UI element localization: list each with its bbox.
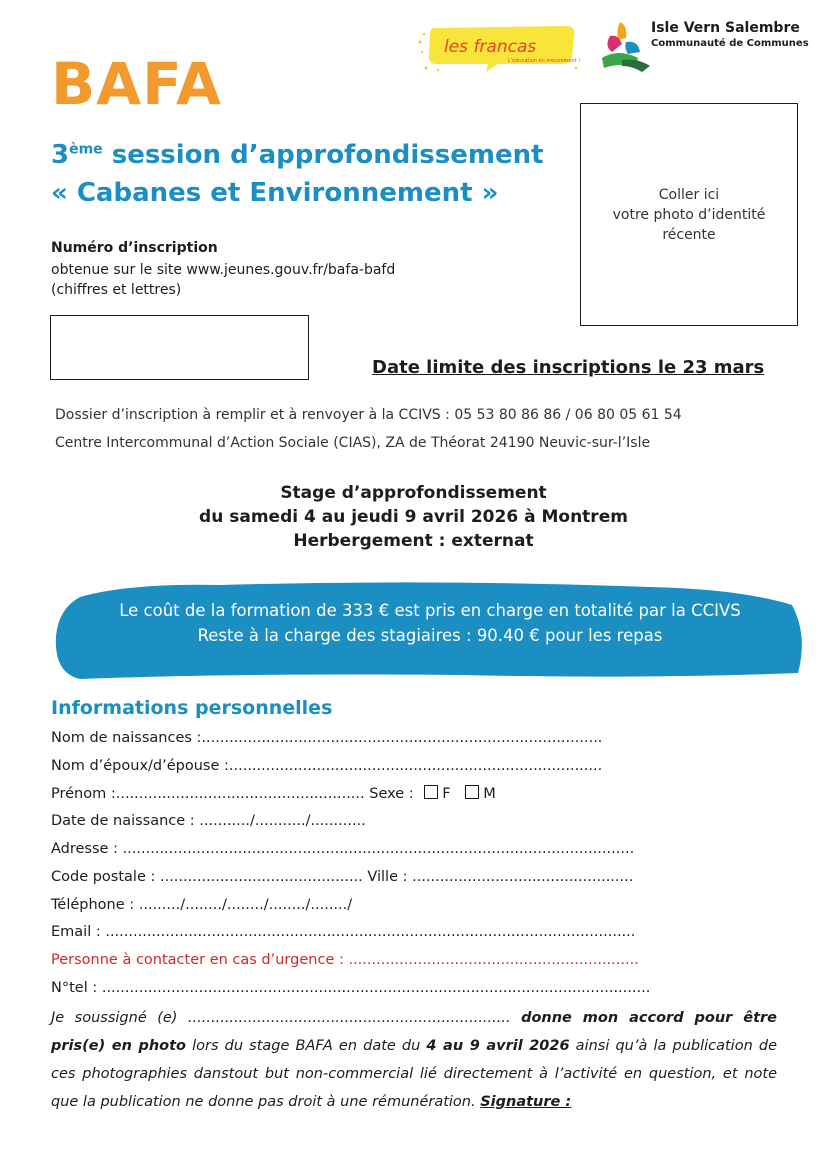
registration-label: Numéro d’inscription (51, 240, 218, 256)
svg-text:les francas: les francas (444, 37, 537, 57)
firstname-field[interactable]: Prénom :...................................................... Sexe : (51, 786, 414, 802)
personal-info-title: Informations personnelles (51, 697, 333, 719)
registration-info: obtenue sur le site www.jeunes.gouv.fr/bafa-bafd (chiffres et lettres) (51, 262, 396, 298)
registration-number-field[interactable] (50, 315, 309, 380)
ccivs-name: Isle Vern Salembre (651, 20, 800, 36)
contact-line-2: Centre Intercommunal d’Action Sociale (CIAS), ZA de Théorat 24190 Neuvic-sur-l’Isle (55, 435, 651, 451)
francas-logo (416, 22, 581, 74)
signature-label: Signature : (480, 1094, 572, 1110)
sex-f-checkbox[interactable] (424, 785, 438, 799)
deadline-notice: Date limite des inscriptions le 23 mars (372, 357, 765, 378)
photo-consent: Je soussigné (e) ...................................................................... donne mon accord pour être pris(e) en photo lors du stage BAFA en date du 4 au 9 avril 2026 ainsi qu’à la publication de ces photographies danstout but non-commercial lié directement à l’activité en question, et note que la publication ne donne pas droit à une rémunération. Signature : (51, 1010, 778, 1110)
phone-field[interactable]: Téléphone : ........./......../......../......../......../ (51, 897, 353, 913)
stage-info: Stage d’approfondissement du samedi 4 au jeudi 9 avril 2026 à Montrem Herbergement : externat (199, 483, 628, 551)
address-field[interactable]: Adresse : ............................................................................................................... (51, 841, 635, 857)
ccivs-subtitle: Communauté de Communes (651, 38, 809, 49)
svg-text:L'éducation en mouvement !: L'éducation en mouvement ! (508, 58, 581, 64)
spouse-name-field[interactable]: Nom d’époux/d’épouse :................................................................................. (51, 758, 603, 774)
birthdate-field[interactable]: Date de naissance : .........../.........../............ (51, 813, 366, 829)
emergency-contact-field[interactable]: Personne à contacter en cas d’urgence : ............................................................... (51, 952, 639, 968)
cost-text: Le coût de la formation de 333 € est pris en charge en totalité par la CCIVS Reste à la charge des stagiaires : 90.40 € pour les repas (119, 601, 741, 645)
session-title: 3ème session d’approfondissement « Cabanes et Environnement » (51, 140, 544, 208)
contact-line-1: Dossier d’inscription à remplir et à renvoyer à la CCIVS : 05 53 80 86 86 / 06 80 05 61 54 (55, 407, 682, 423)
photo-placeholder[interactable]: Coller ici votre photo d’identité récente (580, 103, 798, 326)
sex-m-checkbox[interactable] (465, 785, 479, 799)
email-field[interactable]: Email : ................................................................................................................... (51, 924, 636, 940)
firstname-sex-row: Prénom :...................................................... Sexe : F M (51, 786, 496, 802)
birth-name-field[interactable]: Nom de naissances :....................................................................................... (51, 730, 603, 746)
emergency-phone-field[interactable]: N°tel : ....................................................................................................................... (51, 980, 651, 996)
postal-city-field[interactable]: Code postale : ............................................ Ville : ................................................ (51, 869, 634, 885)
bafa-heading: BAFA (51, 50, 222, 118)
